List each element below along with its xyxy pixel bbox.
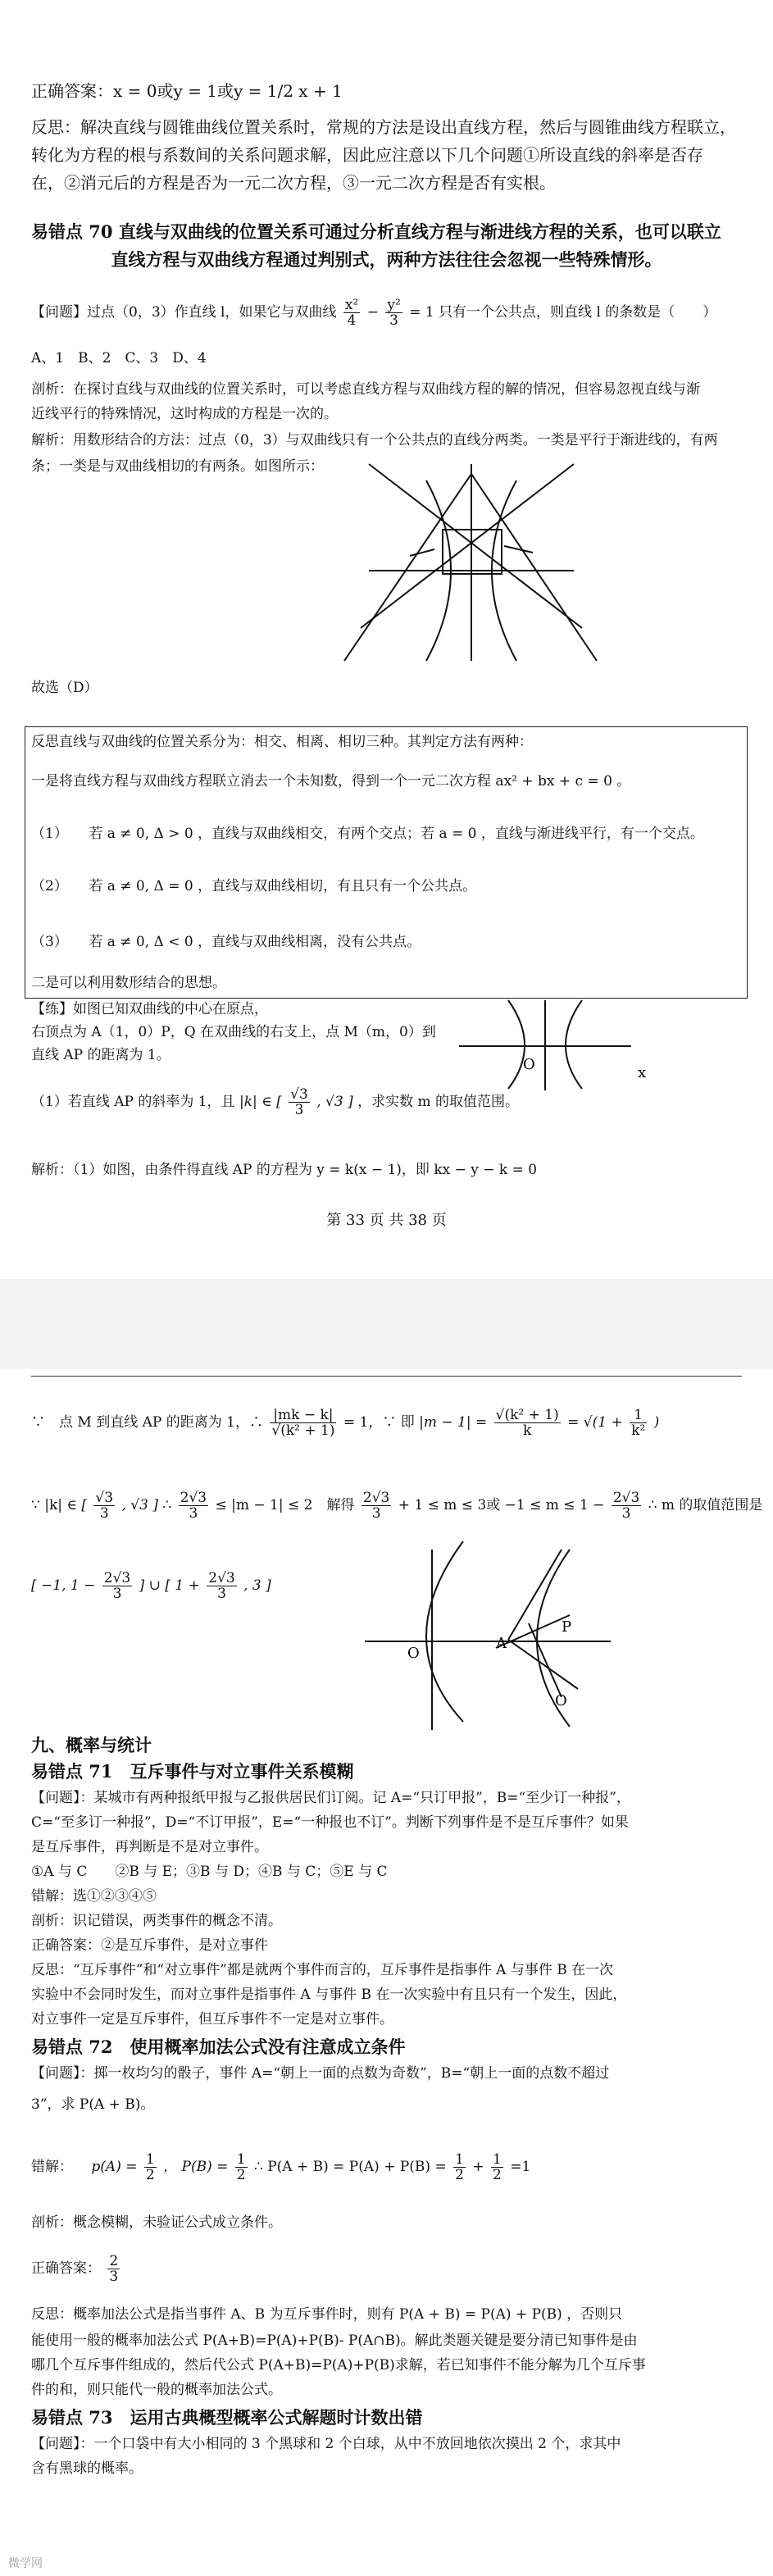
solution-line-1: 解析：用数形结合的方法：过点（0，3）与双曲线只有一个公共点的直线分两类。一类是平行于渐进线的，有两 — [31, 432, 718, 448]
p72-wrong-solution: 错解： p(A) = $\frac{1}{2}$ ， P(B) = $\frac{1}{2}$ ∴ P(A + B) = P(A) + P(B) = $\frac{1}{2}$ + $\frac{1}{2}$ =1 — [31, 2151, 531, 2183]
correct-answer: 正确答案：x = 0或y = 1或y = 1/2 x + 1 — [31, 81, 343, 101]
p72-reflection-2: 能使用一般的概率加法公式 P(A+B)=P(A)+P(B)- P(A∩B)。解此类题关键是要分清已知事件是由 — [31, 2333, 638, 2349]
heading-72: 易错点 72 使用概率加法公式没有注意成立条件 — [31, 2037, 406, 2057]
box-line-1: 反思直线与双曲线的位置关系分为：相交、相离、相切三种。其判定方法有两种： — [31, 734, 533, 750]
p71-line-3: 是互斥事件，再判断是不是对立事件。 — [31, 1839, 268, 1855]
p71-line-8: 反思：“互斥事件”和“对立事件”都是就两个事件而言的，互斥事件是指事件 A 与事件 B 在一次 — [31, 1962, 614, 1978]
page-gap — [0, 1279, 773, 1369]
fig-label-o2: O — [555, 1692, 567, 1709]
range-derivation: ∵ |k| ∈ [ $\frac{√3}{3}$ , √3 ] ∴ $\frac{2√3}{3}$ ≤ |m − 1| ≤ 2 解得 $\frac{2√3}{3}$ + 1 ≤ m ≤ 3或 −1 ≤ m ≤ 1 − $\frac{2√3}{3}$ ∴ m 的取值范围是 — [31, 1490, 763, 1522]
box-line-2: 一是将直线方程与双曲线方程联立消去一个未知数，得到一个一元二次方程 ax² + bx + c = 0 。 — [31, 773, 631, 790]
p72-reflection-1: 反思：概率加法公式是指当事件 A、B 为互斥事件时，则有 P(A + B) = P(A) + P(B) ，否则只 — [31, 2306, 623, 2323]
p72-reflection-4: 件的和，则只能代一般的概率加法公式。 — [31, 2382, 282, 2398]
p71-line-10: 对立事件一定是互斥事件，但互斥事件不一定是对立事件。 — [31, 2011, 393, 2028]
fig-label-p: P — [562, 1618, 572, 1636]
reflection-line-2: 转化为方程的根与系数间的关系问题求解，因此应注意以下几个问题①所设直线的斜率是否存 — [31, 145, 703, 165]
p71-line-9: 实验中不会同时发生，而对立事件是指事件 A 与事件 B 在一次实验中有且只有一个发生，因此， — [31, 1987, 627, 2003]
fig-label-o1: O — [407, 1645, 420, 1662]
reflection-box — [25, 726, 748, 999]
exercise-line-2: 右顶点为 A（1，0）P，Q 在双曲线的右支上，点 M（m，0）到 — [31, 1024, 436, 1040]
range-result: [ −1, 1 − $\frac{2√3}{3}$ ] ∪ [ 1 + $\frac{2√3}{3}$ , 3 ] — [31, 1570, 271, 1602]
watermark-logo: 微学网 — [8, 2557, 43, 2570]
p71-line-4: ①A 与 C ②B 与 E；③B 与 D；④B 与 C；⑤E 与 C — [31, 1864, 388, 1880]
p71-line-1: 【问题】：某城市有两种报纸甲报与乙报供居民们订阅。记 A=“只订甲报”，B=“至少订一种报”， — [31, 1790, 630, 1806]
p71-line-2: C=“至多订一种报”，D=“不订甲报”，E=“一种报也不订”。判断下列事件是不是互斥事件？如果 — [31, 1814, 629, 1831]
p73-line-1: 【问题】：一个口袋中有大小相同的 3 个黑球和 2 个白球，从中不放回地依次摸出 2 个，求其中 — [31, 2436, 621, 2452]
p72-line-2: 3”，求 P(A + B)。 — [31, 2096, 155, 2113]
reflection-line-1: 反思：解决直线与圆锥曲线位置关系时，常规的方法是设出直线方程，然后与圆锥曲线方程联立， — [31, 117, 736, 137]
p72-analysis: 剖析：概念模糊，未验证公式成立条件。 — [31, 2214, 282, 2231]
fig-label-x: x — [638, 1064, 647, 1081]
exercise-line-3: 直线 AP 的距离为 1。 — [31, 1047, 171, 1063]
heading-73: 易错点 73 运用古典概型概率公式解题时计数出错 — [31, 2407, 423, 2428]
fig-label-a: A — [496, 1635, 507, 1652]
box-case-2: （2） 若 a ≠ 0, Δ = 0 ，直线与双曲线相切，有且只有一个公共点。 — [31, 878, 477, 894]
distance-line: ∵ 点 M 到直线 AP 的距离为 1，∴ $\frac{|mk - k|}{\text{√(k² + 1)}}$ = 1，∵ 即 |m − 1| = $\frac{\text{√(k² + 1)}}{k}$ = √(1 + $\frac{1}{\text{k²}}$ ) — [31, 1407, 660, 1439]
problem-70: 【问题】过点（0，3）作直线 l，如果它与双曲线 $\frac{\text{x²}}{4}$ − $\frac{\text{y²}}{3}$ = 1 只有一个公共点，则直线 l 的条数是（ ） — [31, 297, 717, 329]
hyperbola-solution-figure — [365, 1533, 611, 1730]
hyperbola-tangent-figure — [336, 464, 598, 664]
top-rule — [31, 1376, 742, 1377]
page-footer: 第 33 页 共 38 页 — [326, 1212, 447, 1229]
section-title: 九、概率与统计 — [31, 1735, 152, 1755]
hyperbola-exercise-figure — [459, 984, 664, 1090]
solution-line-2: 条；一类是与双曲线相切的有两条。如图所示： — [31, 458, 324, 475]
heading-70-line-1: 易错点 70 直线与双曲线的位置关系可通过分析直线方程与渐进线方程的关系，也可以联立 — [31, 221, 721, 242]
reflection-line-3: 在，②消元后的方程是否为一元二次方程，③一元二次方程是否有实根。 — [31, 173, 556, 193]
box-case-3: （3） 若 a ≠ 0, Δ < 0 ，直线与双曲线相离，没有公共点。 — [31, 934, 421, 950]
p72-correct-answer: 正确答案： $\frac{2}{3}$ — [31, 2253, 119, 2285]
exercise-solution: 解析：（1）如图，由条件得直线 AP 的方程为 y = k(x − 1)，即 kx − y − k = 0 — [31, 1162, 538, 1178]
p73-line-2: 含有黑球的概率。 — [31, 2460, 143, 2477]
options: A、1 B、2 C、3 D、4 — [31, 350, 207, 366]
frac-x2: x² — [344, 297, 359, 313]
p71-line-5: 错解：选①②③④⑤ — [31, 1888, 157, 1905]
p71-line-6: 剖析：识记错误，两类事件的概念不清。 — [31, 1913, 282, 1929]
exercise-question-1: （1）若直线 AP 的斜率为 1，且 |k| ∈ [ $\frac{√3}{3}$ , √3 ] ，求实数 m 的取值范围。 — [31, 1086, 520, 1118]
box-case-1: （1） 若 a ≠ 0, Δ > 0 ，直线与双曲线相交，有两个交点；若 a = 0 ，直线与渐进线平行，有一个交点。 — [31, 826, 704, 842]
heading-71: 易错点 71 互斥事件与对立事件关系模糊 — [31, 1761, 354, 1782]
answer-d: 故选（D） — [31, 680, 98, 696]
p72-reflection-3: 哪几个互斥事件组成的，然后代公式 P(A+B)=P(A)+P(B)求解，若已知事件不能分解为几个互斥事 — [31, 2357, 646, 2373]
document-page-33 — [0, 0, 773, 1279]
fig-label-o: O — [523, 1056, 535, 1073]
exercise-line-1: 【练】如图已知双曲线的中心在原点， — [31, 1001, 268, 1017]
analysis-line-2: 近线平行的特殊情况，这时构成的方程是一次的。 — [31, 406, 338, 422]
p71-line-7: 正确答案：②是互斥事件，是对立事件 — [31, 1937, 268, 1954]
document-page-34 — [0, 1369, 773, 2576]
p72-line-1: 【问题】：掷一枚均匀的骰子，事件 A=“朝上一面的点数为奇数”，B=“朝上一面的点数不超过 — [31, 2065, 610, 2082]
box-line-last: 二是可以利用数形结合的思想。 — [31, 975, 226, 991]
analysis-line-1: 剖析：在探讨直线与双曲线的位置关系时，可以考虑直线方程与双曲线方程的解的情况，但容易忽视直线与渐 — [31, 381, 700, 398]
heading-70-line-2: 直线方程与双曲线方程通过判别式，两种方法往往会忽视一些特殊情形。 — [111, 249, 662, 270]
frac-y2: y² — [387, 297, 401, 313]
